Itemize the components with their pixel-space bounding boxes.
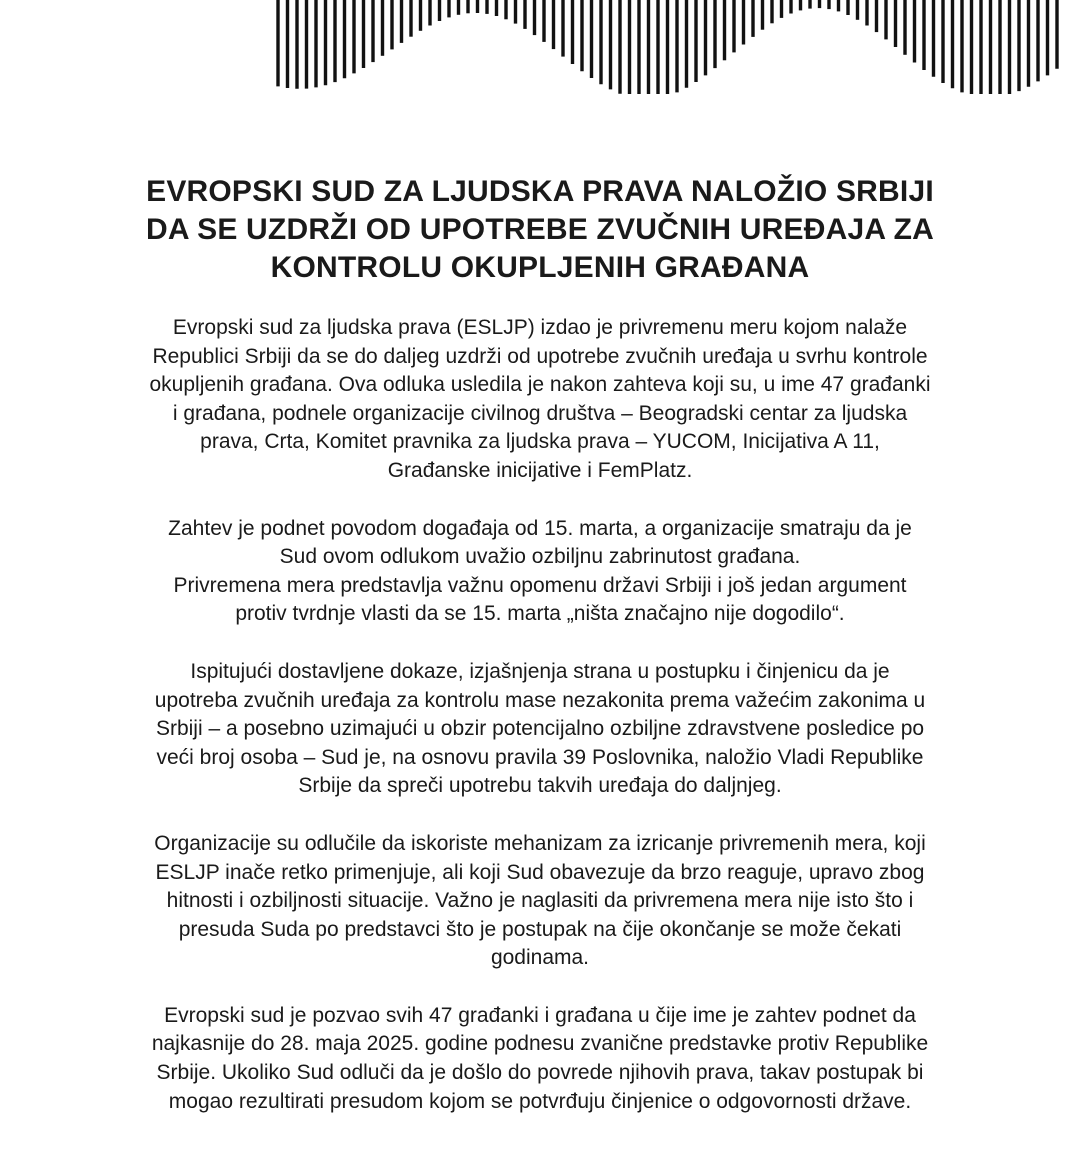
headline-line: KONTROLU OKUPLJENIH GRAĐANA xyxy=(270,251,810,284)
text-line: Građanske inicijative i FemPlatz. xyxy=(387,458,693,482)
paragraph-request xyxy=(70,515,1010,629)
headline-line: EVROPSKI SUD ZA LJUDSKA PRAVA NALOŽIO SRBIJI xyxy=(146,175,934,208)
text-line: Evropski sud je pozvao svih 47 građanki i građana u čije ime je zahtev podnet da xyxy=(164,1003,916,1027)
text-line: najkasnije do 28. maja 2025. godine podnesu zvanične predstavke protiv Republike xyxy=(151,1032,929,1056)
text-line: mogao rezultirati presudom kojom se potvrđuju činjenice o odgovornosti države. xyxy=(168,1089,912,1113)
headline xyxy=(60,173,1020,287)
text-line: Sud ovom odlukom uvažio ozbiljnu zabrinutost građana. xyxy=(279,545,801,569)
text-line: Ispitujući dostavljene dokaze, izjašnjenja strana u postupku i činjenicu da je xyxy=(190,659,890,683)
text-line: i građana, podnele organizacije civilnog društva – Beogradski centar za ljudska xyxy=(172,401,908,425)
paragraph-next-steps xyxy=(70,1002,1010,1116)
text-line: prava, Crta, Komitet pravnika za ljudska prava – YUCOM, Inicijativa A 11, xyxy=(200,430,880,454)
paragraph-mechanism xyxy=(70,830,1010,973)
headline-line: DA SE UZDRŽI OD UPOTREBE ZVUČNIH UREĐAJA ZA xyxy=(145,213,935,246)
text-line: Privremena mera predstavlja važnu opomenu državi Srbiji i još jedan argument xyxy=(173,573,907,597)
text-line: ESLJP inače retko primenjuje, ali koji Sud obavezuje da brzo reaguje, upravo zbog xyxy=(155,860,925,884)
text-line: Srbije. Ukoliko Sud odluči da je došlo do povrede njihovih prava, takav postupak bi xyxy=(156,1061,924,1085)
article-body xyxy=(70,314,1010,1145)
text-line: Organizacije su odlučile da iskoriste mehanizam za izricanje privremenih mera, koji xyxy=(154,831,926,855)
text-line: Srbije da spreči upotrebu takvih uređaja do daljnjeg. xyxy=(298,774,782,798)
sound-wave-icon xyxy=(0,0,1080,110)
text-line: Evropski sud za ljudska prava (ESLJP) izdao je privremenu meru kojom nalaže xyxy=(172,316,908,339)
paragraph-evidence xyxy=(70,658,1010,801)
text-line: Republici Srbiji da se do daljeg uzdrži od upotrebe zvučnih uređaja u svrhu kontrole xyxy=(152,344,928,368)
text-line: upotreba zvučnih uređaja za kontrolu mase nezakonita prema važećim zakonima u xyxy=(154,688,926,712)
text-line: presuda Suda po predstavci što je postupak na čije okončanje se može čekati xyxy=(178,917,902,941)
text-line: okupljenih građana. Ova odluka usledila je nakon zahteva koji su, u ime 47 građanki xyxy=(149,373,931,397)
text-line: protiv tvrdnje vlasti da se 15. marta „ništa značajno nije dogodilo“. xyxy=(235,602,845,626)
text-line: hitnosti i ozbiljnosti situacije. Važno je naglasiti da privremena mera nije isto što i xyxy=(166,889,914,913)
paragraph-intro xyxy=(70,314,1010,486)
text-line: Srbiji – a posebno uzimajući u obzir potencijalno ozbiljne zdravstvene posledice po xyxy=(155,717,925,741)
text-line: veći broj osoba – Sud je, na osnovu pravila 39 Poslovnika, naložio Vladi Republike xyxy=(156,745,924,769)
text-line: Zahtev je podnet povodom događaja od 15. marta, a organizacije smatraju da je xyxy=(168,516,912,540)
text-line: godinama. xyxy=(490,946,590,970)
